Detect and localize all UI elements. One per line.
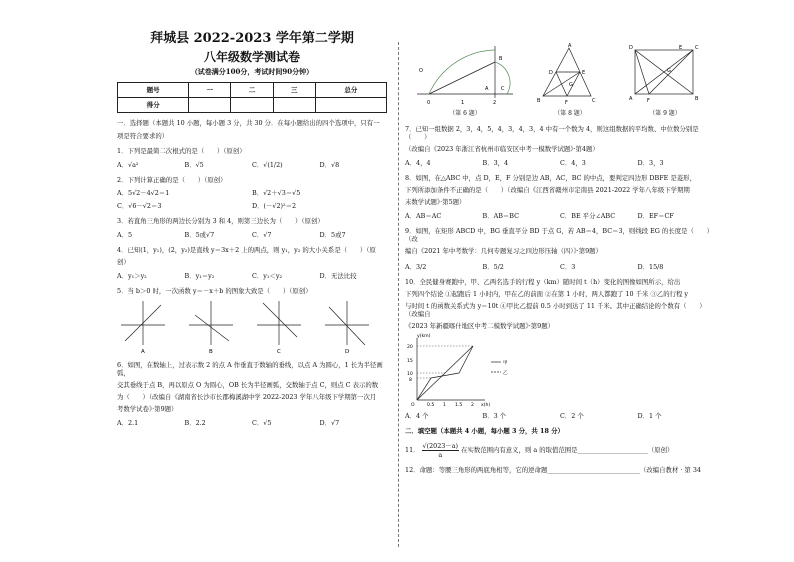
number-line-diagram (415, 42, 515, 108)
figure-row (405, 42, 715, 118)
question-stem: 2．下列计算正确的是（ ）（原创） (117, 175, 227, 184)
tick-label: 10 (407, 371, 413, 377)
question-11 (405, 442, 715, 459)
exam-title: 拜城县 2022-2023 学年第二学期 (150, 31, 354, 46)
option-a[interactable]: A．AB＝AC (405, 211, 442, 220)
score-cell: 题号 (118, 82, 189, 97)
question-7 (405, 125, 715, 167)
option-a[interactable]: A．5√2－4√2＝1 (117, 188, 170, 197)
question-12: 12．命题：等腰三角形的两底角相等，它的逆命题_____________________________（改编自教材 · 第 34 (405, 465, 701, 474)
tick-label: 15 (407, 358, 413, 364)
fig-label: 2 (493, 100, 497, 106)
option-b[interactable]: B．AB＝BC (482, 211, 519, 220)
question-5 (117, 287, 387, 359)
axis-label: y(km) (417, 333, 431, 339)
question-stem: 末数学试题》·第5题） (405, 197, 466, 206)
fraction-expression (422, 442, 460, 459)
option-c[interactable]: C．4，3 (560, 158, 586, 167)
option-d[interactable]: D．√7 (319, 418, 340, 427)
column-divider (398, 42, 399, 547)
option-c[interactable]: C．3 (560, 262, 576, 271)
question-stem: 7．已知一组数据 2，3，4，5，4，3，4，3，4 中有一个数为 4，则这组数据的平均数、中位数分别是（ ） (405, 124, 699, 141)
score-cell: 三 (273, 82, 315, 97)
option-d[interactable]: D．3，3 (637, 158, 664, 167)
question-stem: （改编自《2023 年浙江省杭州市临安区中考一模数学试题》·第4题） (405, 144, 599, 153)
fig-label: D (629, 45, 633, 51)
rectangle-diagram (625, 42, 705, 108)
option-a[interactable]: A．3/2 (405, 262, 427, 271)
option-c[interactable]: C．√(1/2) (252, 160, 283, 169)
question-stem: 与时间 t 的函数关系式为 y＝10t ④甲比乙提前 0.5 小时到达了 11 千米。其中正确结论的个数有（ ）（改编自 (405, 301, 706, 318)
option-c[interactable]: C．y₁＜y₂ (252, 271, 283, 280)
option-d[interactable]: D．√8 (319, 160, 340, 169)
score-cell[interactable] (273, 97, 315, 112)
left-column (117, 30, 387, 427)
question-2 (117, 176, 387, 215)
graph-label: D (345, 348, 350, 355)
tick-label: 2 (471, 402, 474, 408)
option-c[interactable]: C．√6－√2＝3 (117, 201, 162, 210)
q5-graphs (117, 295, 387, 357)
fig-label: G (569, 82, 573, 88)
option-b[interactable]: B．5/2 (482, 262, 504, 271)
score-cell: 得分 (118, 97, 189, 112)
score-cell: 一 (189, 82, 231, 97)
option-d[interactable]: D．1 个 (637, 411, 662, 420)
fig-label: G (667, 68, 671, 74)
question-3 (117, 217, 387, 239)
option-a[interactable]: A．4 个 (405, 411, 429, 420)
triangle-diagram (535, 42, 605, 108)
fig-label: C (695, 45, 699, 51)
section1-intro (117, 119, 387, 140)
tick-label: 20 (407, 344, 413, 350)
question-stem: 5．当 b＞0 时，一次函数 y＝－x＋b 的图象大致是（ ）（原创） (117, 286, 312, 295)
option-d[interactable]: D．15/8 (637, 262, 664, 271)
option-b[interactable]: B．√5 (184, 160, 204, 169)
option-a[interactable]: A．5 (117, 230, 133, 239)
option-d[interactable]: D．(－√2)²＝2 (252, 201, 297, 210)
question-9 (405, 227, 715, 271)
fig-label: C (501, 86, 505, 92)
figure-9 (625, 42, 705, 118)
question-stem: 创） (117, 257, 130, 266)
question-stem: 9．如图，在矩形 ABCD 中，BG 垂直平分 BD 于点 G，若 AB＝4，BC＝3，则线段 EG 的长度是（ ）（改 (405, 226, 714, 243)
tick-label: 0.5 (427, 402, 435, 408)
question-4 (117, 246, 387, 280)
fig-label: B (695, 96, 699, 102)
axis-label: x(h) (481, 402, 491, 408)
fig-label: B (537, 98, 541, 104)
graph-label: A (141, 348, 145, 355)
question-8 (405, 174, 715, 220)
figure-8 (535, 42, 605, 118)
question-number: 11． (405, 446, 420, 454)
option-a[interactable]: A．√a² (117, 160, 139, 169)
option-b[interactable]: B．2.2 (184, 418, 206, 427)
score-cell: 总分 (315, 82, 386, 97)
tick-label: 8 (409, 377, 412, 383)
option-c[interactable]: C．2 个 (560, 411, 584, 420)
fig-label: 0 (427, 100, 431, 106)
question-options (405, 159, 715, 167)
section1-intro-line: 项是符合要求的） (117, 131, 169, 140)
fig-label: A (485, 86, 489, 92)
graph-label: C (277, 348, 281, 355)
legend-label: 乙 (503, 370, 508, 376)
tick-label: 1 (443, 402, 446, 408)
legend-label: 甲 (503, 360, 508, 366)
figure-caption: （第 6 题） (449, 110, 481, 117)
option-d[interactable]: D．5或7 (319, 230, 346, 239)
score-table (117, 82, 387, 113)
figure-6 (415, 42, 515, 118)
question-stem: 10．全民健身赛跑中，甲、乙两名选手的行程 y（km）随时间 t（h）变化的图像如图所示，给出 (405, 277, 681, 286)
question-options (405, 412, 715, 420)
question-stem: 交其垂线于点 B，再以原点 O 为圆心，OB 长为半径画弧，交数轴于点 C，则点 C 表示的数 (117, 380, 379, 389)
fig-label: E (582, 70, 586, 76)
fig-label: F (565, 100, 568, 106)
question-options (405, 263, 715, 271)
fig-label: A (629, 96, 633, 102)
fig-label: E (679, 45, 683, 51)
question-stem: 6．如图，在数轴上，过表示数 2 的点 A 作垂直于数轴的垂线，以点 A 为圆心，1 长为半径画弧， (117, 360, 383, 377)
option-a[interactable]: A．y₁＞y₂ (117, 271, 147, 280)
question-6 (117, 361, 387, 427)
question-options (117, 189, 387, 215)
question-options (117, 231, 387, 239)
question-10 (405, 278, 715, 420)
fig-label: F (647, 98, 650, 104)
question-stem: 考数学试卷》·第9题） (117, 404, 178, 413)
question-stem: 《2023 年新疆喀什地区中考二模数学试题》·第9题） (405, 321, 555, 330)
tick-label: 1.5 (455, 402, 463, 408)
option-b[interactable]: B．5或√7 (184, 230, 215, 239)
score-cell[interactable] (231, 97, 273, 112)
question-options (117, 272, 387, 280)
option-b[interactable]: B．y₁＝y₂ (184, 271, 215, 280)
option-b[interactable]: B．√2＋√3＝√5 (252, 188, 301, 197)
section2-title: 二．填空题（本题共 4 小题，每小题 3 分，共 18 分） (405, 426, 564, 435)
option-c[interactable]: C．√7 (252, 230, 272, 239)
score-cell[interactable] (189, 97, 231, 112)
option-a[interactable]: A．4，4 (405, 158, 431, 167)
distance-time-graph (405, 332, 525, 408)
option-c[interactable]: C．BE 平分∠ABC (560, 211, 616, 220)
figure-caption: （第 9 题） (649, 110, 681, 117)
score-table-score-row (118, 97, 387, 112)
option-d[interactable]: D．EF＝CF (637, 211, 674, 220)
question-stem: 为（ ）（改编自《湖南省长沙市长郡梅溪湖中学 2022-2023 学年八年级下学期第一次月 (117, 392, 377, 401)
question-stem: 下列所添加条件不正确的是（ ）（改编自《江西省赣州市定南县 2021-2022 学年八年级下学期期 (405, 185, 690, 194)
fig-label: O (419, 68, 423, 74)
fig-label: 1 (461, 100, 465, 106)
score-cell[interactable] (315, 97, 386, 112)
question-stem: 1．下列是最简二次根式的是（ ）（原创） (117, 146, 246, 155)
question-stem: 8．如图，在△ABC 中，点 D，E，F 分别是边 AB，AC，BC 的中点，要判定四边形 DBFE 是菱形， (405, 173, 696, 182)
question-stem: 4．已知(1，y₁)，(2，y₂)是直线 y＝3x＋2 上的两点，则 y₁，y₂ 的大小关系是（ ）（原 (117, 245, 376, 254)
option-c[interactable]: C．√5 (252, 418, 272, 427)
score-cell: 二 (231, 82, 273, 97)
graph-label: B (209, 348, 213, 355)
question-options (405, 212, 715, 220)
question-1 (117, 147, 387, 169)
score-table-header-row (118, 82, 387, 97)
question-stem: 在实数范围内有意义，则 a 的取值范围是______________________（原创） (461, 446, 674, 454)
fig-label: D (549, 70, 553, 76)
right-column (405, 38, 715, 474)
fraction-denominator: a (438, 450, 443, 459)
fig-label: A (568, 43, 572, 49)
option-a[interactable]: A．2.1 (117, 418, 139, 427)
question-options (117, 419, 387, 427)
figure-caption: （第 8 题） (554, 110, 586, 117)
tick-label: O (411, 402, 415, 408)
exam-instructions: （试卷满分100分，考试时间90分钟） (190, 67, 314, 76)
question-stem: 3．若直角三角形的两边长分别为 3 和 4，则第三边长为（ ）（原创） (117, 216, 324, 225)
question-stem: 编自《2021 年中考数学：几何专题复习之四边形压轴（四）》·第9题） (405, 246, 602, 255)
option-d[interactable]: D．无法比较 (319, 271, 357, 280)
fraction-numerator: √(2023－a) (422, 441, 459, 450)
section1-intro-line: 一．选择题（本题共 10 小题，每小题 3 分，共 30 分．在每小题给出的四个选项中，只有一 (117, 118, 380, 127)
option-b[interactable]: B．3，4 (482, 158, 509, 167)
option-b[interactable]: B．3 个 (482, 411, 507, 420)
fig-label: B (499, 56, 503, 62)
exam-subtitle: 八年级数学测试卷 (203, 50, 300, 64)
question-options (117, 161, 387, 169)
question-stem: 下列四个结论 ①起跑后 1 小时内，甲在乙的前面 ②在第 1 小时，两人都跑了 10 千米 ③乙的行程 y (405, 289, 689, 298)
fig-label: C (592, 98, 596, 104)
